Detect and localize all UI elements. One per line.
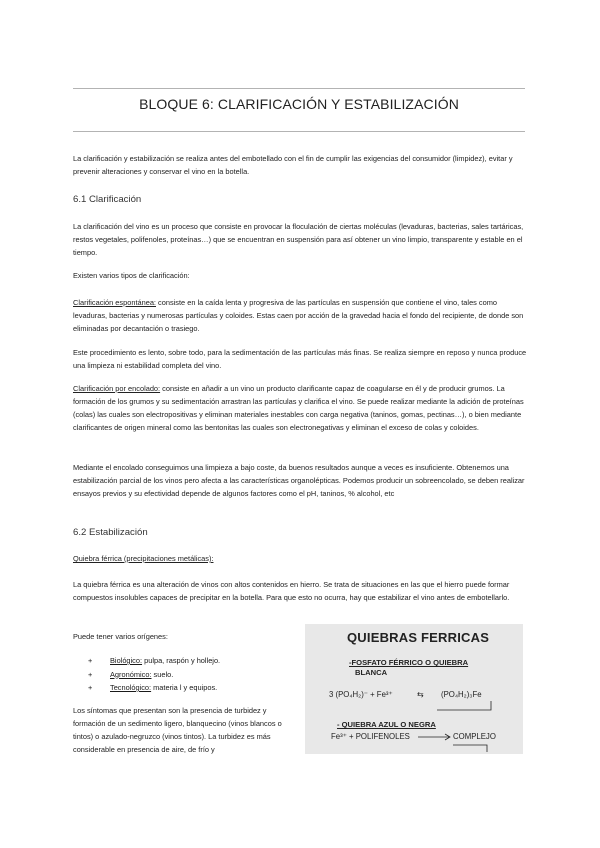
figure-eq1-arrow: ⇆ xyxy=(417,690,424,699)
figure-line-azul: - QUIEBRA AZUL O NEGRA xyxy=(337,720,436,729)
list-item xyxy=(88,668,308,682)
section-heading-clarificacion: 6.1 Clarificación xyxy=(73,194,142,205)
label-espontanea: Clarificación espontánea: xyxy=(73,298,156,307)
intro-paragraph: La clarificación y estabilización se realiza antes del embotellado con el fin de cumplir las exigencias del consumidor (limpidez), evitar y prevenir alteraciones y conservar el vino en la botella. xyxy=(73,154,513,176)
figure-title: QUIEBRAS FERRICAS xyxy=(347,630,490,645)
bullet-mark: + xyxy=(88,669,93,679)
paragraph-sintomas: Los síntomas que presentan son la presencia de turbidez y formación de un sedimento ligero, blanquecino (vinos blancos o tintos) o azulado-negruzco (vinos tintos). La turbidez es más considerable en presencia de aire, de frío y xyxy=(73,706,282,754)
list-item xyxy=(88,681,308,695)
bullet-label: Tecnológico: xyxy=(110,683,152,692)
bottom-rule xyxy=(73,131,525,132)
paragraph-origenes: Puede tener varios orígenes: xyxy=(73,632,168,641)
text-espontanea: consiste en la caída lenta y progresiva de las partículas en suspensión que contiene el vino, tales como levaduras, bacterias y numerosas partículas y coloides. Estas caen por acción de la gravedad hacia el fondo del recipiente, de donde son eliminadas por decantación o trasiego. xyxy=(73,298,524,333)
paragraph-clarificacion-def: La clarificación del vino es un proceso que consiste en provocar la floculación de ciertas moléculas (levaduras, bacterias, sales tartáricas, restos vegetales, polifenoles, proteínas…) que se encuentran en suspensión para así obtener un vino limpio, transparente y estable en el tiempo. xyxy=(73,222,524,257)
figure-eq2-right: COMPLEJO xyxy=(453,732,496,741)
top-rule xyxy=(73,88,525,89)
paragraph-espontanea xyxy=(73,296,527,335)
paragraph-encolado-resultados: Mediante el encolado conseguimos una limpieza a bajo coste, da buenos resultados aunque a veces es insuficiente. Obtenemos una estabilización parcial de los vinos pero afecta a las características organolépticas. Podemos producir un sobreencolado, se deben realizar ensayos previos y su efectividad depende de algunos factores como el pH, taninos, % alcohol, etc xyxy=(73,463,525,498)
text-encolado: consiste en añadir a un vino un producto clarificante capaz de coagularse en él y de producir grumos. La formación de los grumos y su sedimentación arrastran las partículas y clarifica el vino. Se puede realizar mediante la adición de proteínas (colas) las cuales son electropositivas y eliminan materiales inestables con carga negativa (taninos, gomas, pectinas…), o bien mediante clarificantes de origen mineral como las bentonitas las cuales son electronegativas y eliminan el exceso de colas y coloides. xyxy=(73,384,524,432)
figure-eq2-left: Fe³⁺ + POLIFENOLES xyxy=(331,732,410,741)
origins-list xyxy=(88,654,308,695)
bullet-text: pulpa, raspón y hollejo. xyxy=(142,656,221,665)
page-title: BLOQUE 6: CLARIFICACIÓN Y ESTABILIZACIÓN xyxy=(139,96,459,112)
paragraph-encolado xyxy=(73,382,527,434)
subheading-quiebra-ferrica: Quiebra férrica (precipitaciones metálicas): xyxy=(73,554,214,563)
bullet-label: Biológico: xyxy=(110,656,143,665)
paragraph-procedimiento: Este procedimiento es lento, sobre todo, para la sedimentación de las partículas más finas. Se realiza siempre en reposo y nunca produce una limpieza ni estabilidad completa del vino. xyxy=(73,348,527,370)
figure-line-blanca: BLANCA xyxy=(355,668,388,677)
bullet-mark: + xyxy=(88,683,93,692)
bullet-text: materia l y equipos. xyxy=(151,683,218,692)
bullet-mark: + xyxy=(88,656,93,665)
list-item xyxy=(88,654,308,668)
figure-line-fosfato: -FOSFATO FÉRRICO O QUIEBRA xyxy=(349,658,469,667)
figure-bracket-1 xyxy=(435,700,495,714)
figure-eq1-right: (PO₄H₂)₃Fe xyxy=(441,690,482,699)
figure-bracket-2 xyxy=(451,742,491,754)
quiebras-ferricas-figure xyxy=(305,624,523,754)
label-encolado: Clarificación por encolado: xyxy=(73,384,161,393)
section-heading-estabilizacion: 6.2 Estabilización xyxy=(73,527,148,538)
figure-arrow-icon xyxy=(417,732,453,742)
paragraph-tipos: Existen varios tipos de clarificación: xyxy=(73,271,190,280)
figure-eq1-left: 3 (PO₄H₂)⁻ + Fe³⁺ xyxy=(329,690,393,699)
bullet-text: suelo. xyxy=(151,669,174,679)
paragraph-quiebra-ferrica: La quiebra férrica es una alteración de vinos con altos contenidos en hierro. Se trata de situaciones en las que el hierro puede formar compuestos insolubles capaces de precipitar en la botella. Para que esto no ocurra, hay que estabilizar el vino antes de embotellarlo. xyxy=(73,580,510,602)
bullet-label: Agronómico: xyxy=(110,669,152,679)
